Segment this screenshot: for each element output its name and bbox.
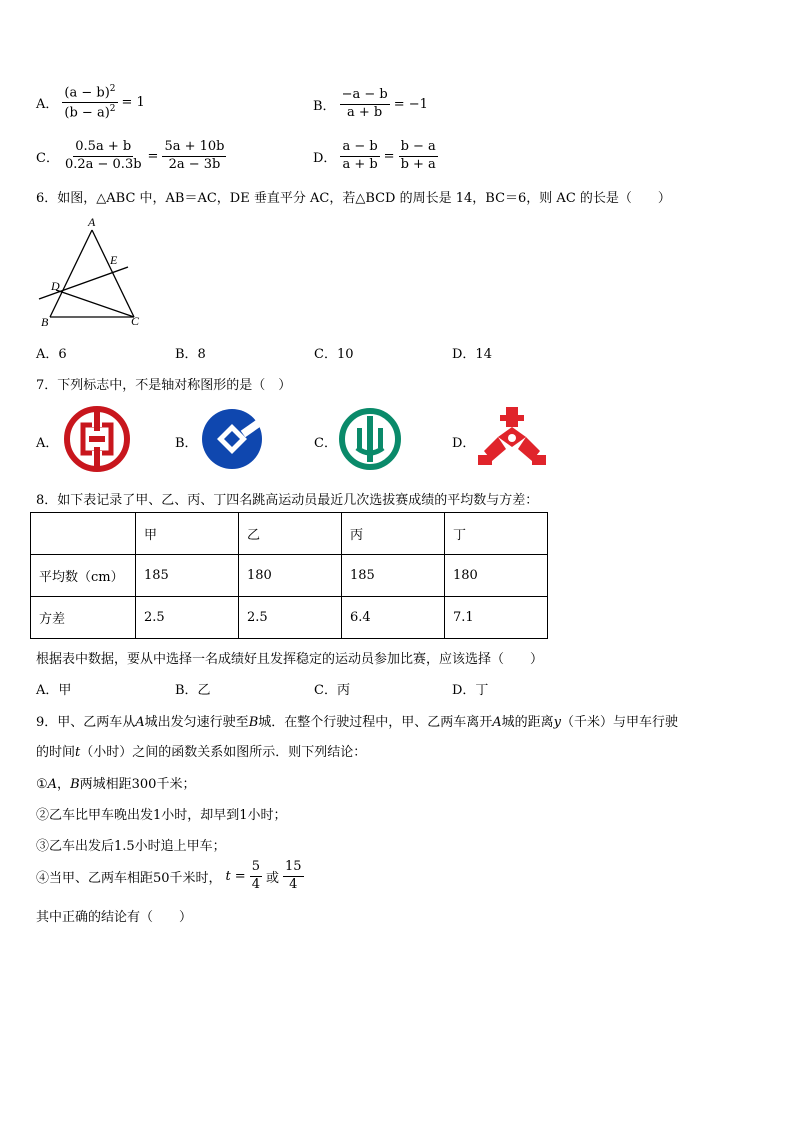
numerator: 0.5a + b: [73, 140, 133, 157]
text: 城出发匀速行驶至: [144, 715, 249, 730]
exponent: 2: [109, 84, 116, 94]
triangle-figure: [30, 212, 160, 334]
table-cell: 6.4: [342, 597, 445, 639]
table-cell: 180: [239, 555, 342, 597]
fraction: [340, 140, 379, 173]
equals-sign: =: [147, 148, 159, 164]
fraction: [340, 88, 390, 121]
q8-option-a: A．甲: [36, 683, 72, 698]
table-header-cell: 丁: [445, 513, 548, 555]
fraction: [62, 84, 117, 122]
side-ab: [50, 230, 92, 317]
text: 城．在整个行驶过程中，甲、乙两车离开: [258, 715, 493, 730]
side-ac: [92, 230, 134, 317]
q7-option-c-label: C．: [314, 436, 337, 451]
denominator: b + a: [400, 156, 436, 172]
q7-stem: 7．下列标志中，不是轴对称图形的是（ ）: [36, 378, 292, 393]
q7-option-b-label: B．: [175, 436, 198, 451]
table-row: [31, 597, 548, 639]
var-t: t: [225, 868, 231, 884]
table-cell: 185: [136, 555, 239, 597]
q5-option-b: [313, 88, 428, 121]
q8-option-c: C．丙: [314, 683, 350, 698]
denominator: 4: [251, 876, 260, 892]
q8-option-d: D．丁: [452, 683, 489, 698]
table-cell: 180: [445, 555, 548, 597]
var-y: y: [553, 715, 562, 730]
denominator: 0.2a − 0.3b: [64, 156, 142, 172]
denominator: 2a − 3b: [168, 156, 221, 172]
table-row: [31, 555, 548, 597]
q6-option-c: C．10: [314, 347, 354, 362]
icbc-logo: [63, 405, 131, 473]
text: 两城相距300千米；: [79, 777, 196, 792]
ccb-logo: [199, 406, 265, 472]
option-label: C．: [36, 150, 59, 166]
numerator: −a − b: [340, 88, 390, 105]
scores-table: [30, 512, 548, 639]
q6-option-a: A．6: [36, 347, 67, 362]
q5-option-a: [36, 84, 145, 122]
rhs: = −1: [393, 96, 428, 112]
equals-sign: =: [383, 148, 395, 164]
fraction: [250, 860, 262, 893]
label-c: C: [131, 314, 140, 328]
equals-sign: =: [234, 868, 246, 884]
q9-conclusion-2: ②乙车比甲车晚出发1小时，却早到1小时；: [36, 808, 287, 823]
table-cell: 7.1: [445, 597, 548, 639]
q8-stem: 8．如下表记录了甲、乙、丙、丁四名跳高运动员最近几次选拔赛成绩的平均数与方差：: [36, 493, 539, 508]
text: ①: [36, 777, 48, 792]
text: ④当甲、乙两车相距50千米时，: [36, 870, 222, 886]
text: 城的距离: [501, 715, 554, 730]
table-header-cell: 丙: [342, 513, 445, 555]
option-label: D．: [313, 150, 337, 166]
table-header-cell: [31, 513, 136, 555]
table-header-row: [31, 513, 548, 555]
numerator: 5a + 10b: [162, 140, 226, 157]
q9-conclusion-4: [36, 860, 304, 893]
text: ，: [57, 777, 71, 792]
q5-option-c: [36, 140, 226, 173]
denominator: 4: [289, 876, 298, 892]
q6-option-b: B．8: [175, 347, 206, 362]
bocom-logo: [476, 405, 548, 471]
q6-option-d: D．14: [452, 347, 492, 362]
q9-conclusion-1: [36, 773, 195, 792]
var-t: t: [75, 745, 81, 760]
q9-conclusion-3: ③乙车出发后1.5小时追上甲车；: [36, 839, 226, 854]
q9-prompt: 其中正确的结论有（ ）: [36, 910, 193, 925]
table-header-cell: 乙: [239, 513, 342, 555]
table-cell: 平均数（cm）: [31, 555, 136, 597]
q8-option-b: B．乙: [175, 683, 211, 698]
var-b: B: [70, 777, 80, 792]
q9-line-2: [36, 741, 366, 760]
var-a: A: [492, 715, 502, 730]
fraction: [283, 860, 304, 893]
numerator: a − b: [340, 140, 379, 157]
text: （小时）之间的函数关系如图所示．则下列结论：: [80, 745, 367, 760]
q7-option-d-label: D．: [452, 436, 476, 451]
denominator: a + b: [342, 156, 378, 172]
table-header-cell: 甲: [136, 513, 239, 555]
fraction: [399, 140, 438, 173]
q7-option-a-label: A．: [36, 436, 59, 451]
denominator: (b − a): [64, 105, 110, 121]
q9-line-1: [36, 711, 678, 730]
numerator: 15: [283, 860, 304, 877]
text: 或: [265, 870, 279, 886]
label-d: D: [51, 279, 60, 293]
numerator: 5: [250, 860, 262, 877]
text: （千米）与甲车行驶: [561, 715, 679, 730]
fraction: [162, 140, 226, 173]
var-a: A: [135, 715, 145, 730]
q5-option-d: [313, 140, 438, 173]
label-e: E: [110, 253, 118, 267]
table-cell: 185: [342, 555, 445, 597]
denominator: a + b: [347, 104, 383, 120]
numerator: (a − b): [64, 85, 110, 101]
var-b: B: [248, 715, 259, 730]
option-label: B．: [313, 98, 336, 114]
label-a: A: [88, 215, 96, 229]
numerator: b − a: [399, 140, 438, 157]
rhs: = 1: [121, 95, 145, 111]
option-label: A．: [36, 97, 59, 113]
text: 的时间: [36, 745, 76, 760]
q6-stem: 6．如图，△ABC 中，AB＝AC，DE 垂直平分 AC，若△BCD 的周长是 14，BC＝6，则 AC 的长是（ ）: [36, 191, 671, 206]
table-cell: 2.5: [239, 597, 342, 639]
abc-logo: [337, 406, 403, 472]
label-b: B: [41, 315, 49, 329]
fraction: [63, 140, 144, 173]
q8-followup: 根据表中数据，要从中选择一名成绩好且发挥稳定的运动员参加比赛，应该选择（ ）: [36, 652, 544, 667]
table-cell: 方差: [31, 597, 136, 639]
text: 9．甲、乙两车从: [36, 715, 136, 730]
var-a: A: [47, 777, 58, 792]
exponent: 2: [109, 104, 116, 115]
table-cell: 2.5: [136, 597, 239, 639]
